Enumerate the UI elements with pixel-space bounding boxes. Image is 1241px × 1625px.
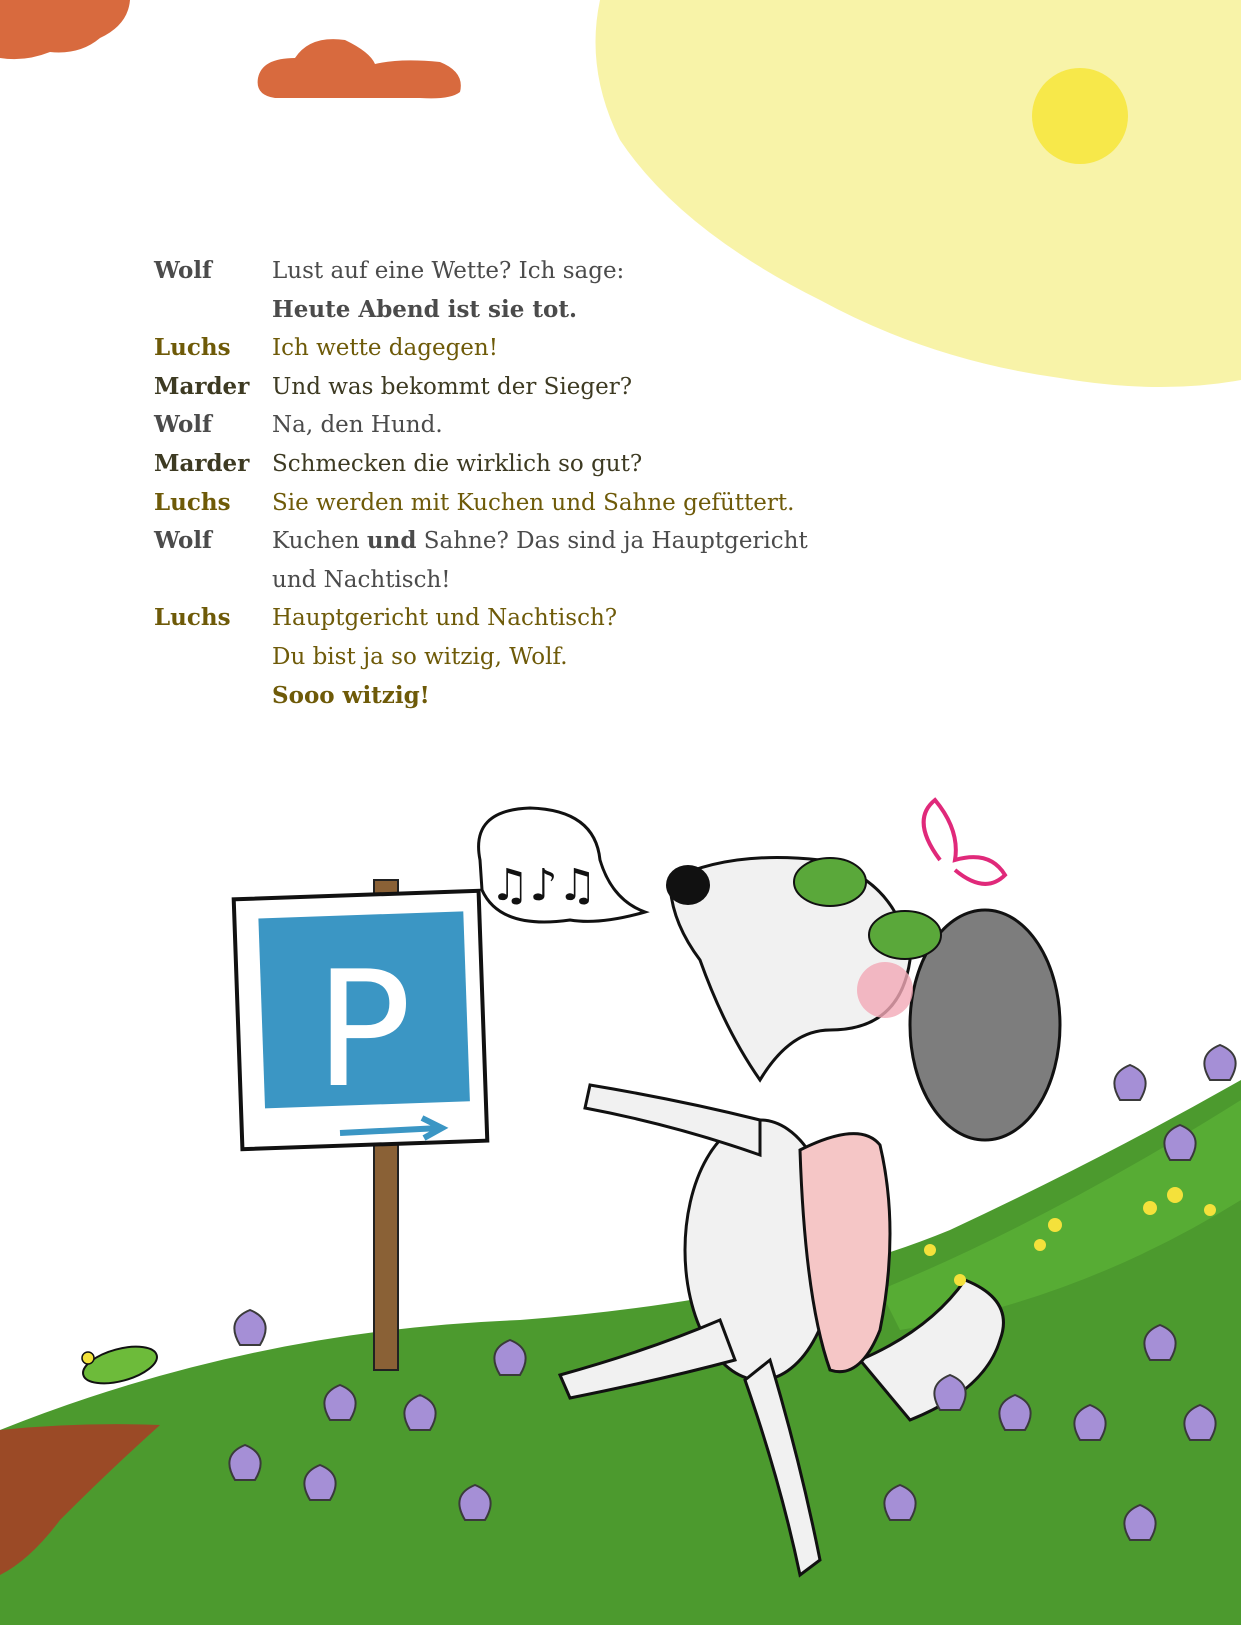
dialogue-text: Und was bekommt der Sieger? [272,373,633,400]
dialogue-line [154,484,834,523]
dialogue-line [154,329,834,368]
text-part: Kuchen [272,528,367,555]
speaker-name [154,677,272,716]
dialogue-text: Na, den Hund. [272,412,443,439]
sign-letter: P [315,936,412,1123]
dialogue-line [154,291,834,330]
dialogue-text: Schmecken die wirklich so gut? [272,450,643,477]
leaf-eye-1 [794,858,866,906]
speaker-name: Wolf [154,257,212,284]
frog-eye [82,1352,94,1364]
dialogue-line [154,368,834,407]
leaf-eye-2 [869,911,941,959]
dialogue-text: Heute Abend ist sie tot. [272,295,577,323]
dialogue-text: Lust auf eine Wette? Ich sage: [272,258,625,284]
speaker-name [154,561,272,600]
dialogue-line [154,638,834,677]
speaker-name: Marder [154,372,250,400]
speaker-name: Luchs [154,488,231,516]
dialogue-text [272,522,834,561]
sun [1032,68,1128,164]
hill [0,1080,1241,1625]
dog-nose [666,865,710,905]
text-part: Sahne? Das sind ja Hauptgericht [416,528,808,555]
dialogue-line [154,445,834,484]
dialogue-line [154,252,834,291]
dog-cheek [857,962,913,1018]
dialogue-text: Sie werden mit Kuchen und Sahne gefüttert. [272,489,795,516]
speaker-name [154,291,272,330]
dialogue-line [154,561,834,600]
hair-bow [924,800,1005,884]
dialogue [154,252,834,715]
cloud-left [0,0,130,59]
dialogue-line [154,599,834,638]
music-notes: ♫♪♫ [490,860,597,911]
dog-arm [585,1085,760,1155]
dialogue-text: Du bist ja so witzig, Wolf. [272,643,568,670]
text-part-bold: und [366,527,417,555]
dialogue-text: Hauptgericht und Nachtisch? [272,605,618,632]
speaker-name: Wolf [154,527,212,555]
speaker-name: Marder [154,449,250,477]
speaker-name: Wolf [154,411,212,439]
speaker-name: Luchs [154,604,231,632]
dialogue-line [154,522,834,561]
dialogue-text: und Nachtisch! [272,566,451,593]
dialogue-line [154,677,834,716]
dialogue-text: Ich wette dagegen! [272,335,498,362]
speaker-name [154,638,272,677]
speaker-name: Luchs [154,334,231,362]
cloud-center [258,39,461,98]
dialogue-line [154,406,834,445]
dialogue-text: Sooo witzig! [272,681,430,709]
